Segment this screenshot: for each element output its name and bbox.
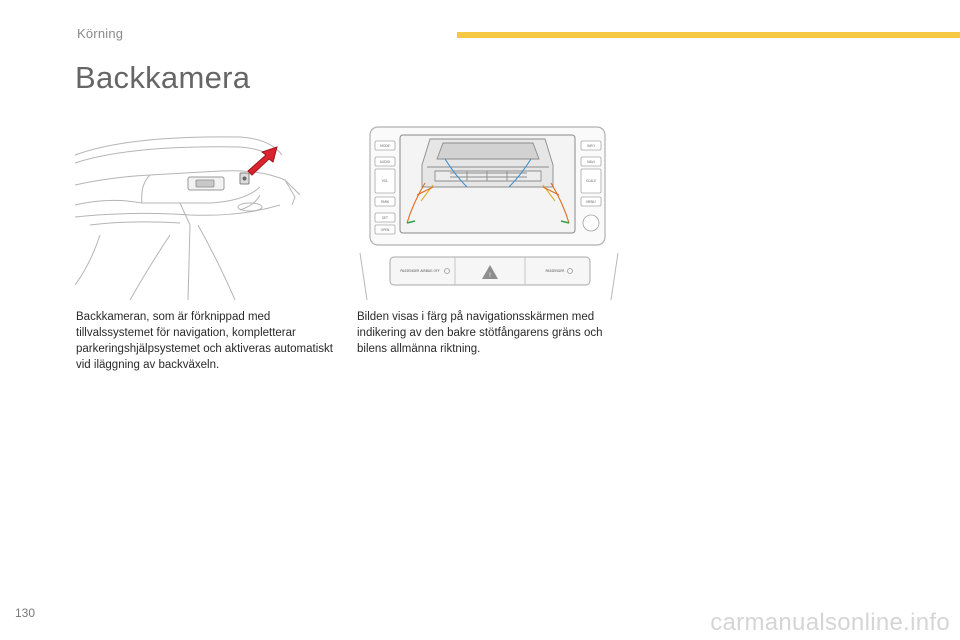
caption-right: Bilden visas i färg på navigationsskärmen med indikering av den bakre stötfångarens gräns och bilens allmänna riktning. (357, 311, 603, 355)
tailgate-camera-arrow-icon (70, 125, 310, 300)
navigation-screen-icon (355, 125, 623, 300)
button-open: OPEN (380, 228, 390, 232)
button-info: INFO (587, 144, 595, 148)
section-label: Körning (77, 26, 124, 41)
button-menu: MENU (586, 200, 596, 204)
button-navi: NAVI (587, 160, 595, 164)
button-park: PARK (380, 200, 390, 204)
accent-bar (457, 32, 960, 38)
page-title: Backkamera (75, 60, 251, 95)
button-scale: SCALE (585, 179, 597, 183)
button-audio: AUDIO (379, 160, 391, 164)
watermark: carmanualsonline.info (710, 609, 950, 636)
panel-label-airbag: PASSENGER AIRBAG OFF (400, 269, 440, 273)
caption-left: Backkameran, som är förknippad med tillvalssystemet för navigation, kompletterar parkeringshjälpsystemet och aktiveras automatiskt vid iläggning av backväxeln. (76, 311, 333, 371)
panel-label-passenger: PASSENGER (545, 269, 565, 273)
button-mode: MODE (380, 144, 390, 148)
button-vol: VOL (381, 179, 389, 183)
tailgate-camera-illustration (70, 125, 310, 300)
navigation-screen-illustration (355, 125, 623, 300)
button-set: SET (382, 216, 388, 220)
page-number: 130 (15, 606, 36, 620)
svg-text:!: ! (488, 272, 492, 279)
